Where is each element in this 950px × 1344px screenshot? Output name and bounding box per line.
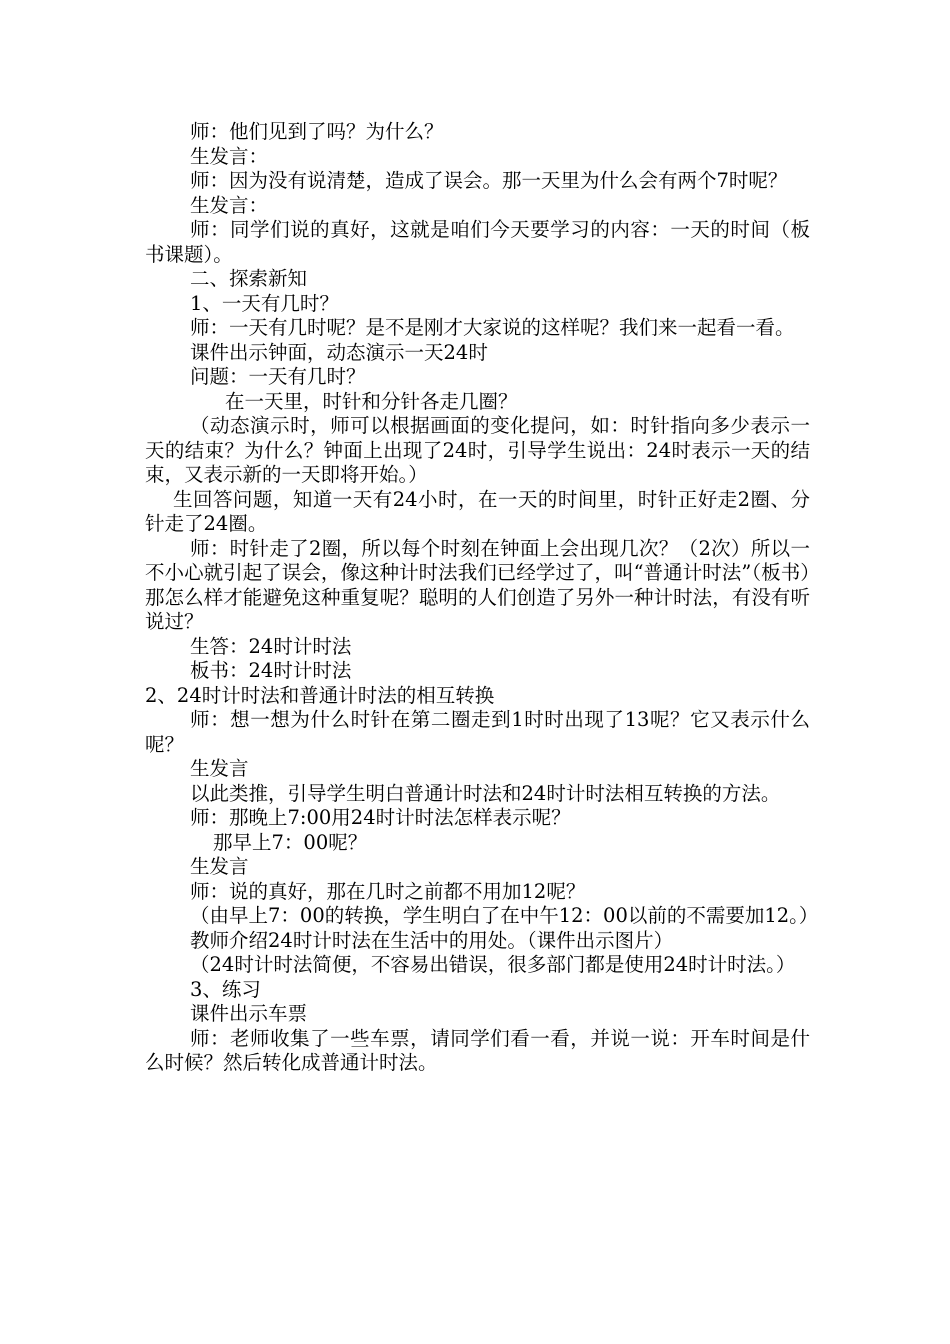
section-heading: 二、探索新知 (190, 267, 308, 290)
paragraph: 师：想一想为什么时针在第二圈走到1时时出现了13呢？它又表示什么呢？ (145, 708, 810, 756)
subsection-heading: 2、24时计时法和普通计时法的相互转换 (145, 683, 495, 707)
paragraph: （24时计时法简便，不容易出错误，很多部门都是使用24时计时法。） (190, 953, 796, 976)
paragraph: 师：时针走了2圈，所以每个时刻在钟面上会出现几次？（2次）所以一不小心就引起了误会，像这种计时法我们已经学过了，叫“普通计时法”（板书）那怎么样才能避免这种重复呢？聪明的人们创造了另外一种计时法，有没有听说过？ (145, 536, 810, 633)
subsection-heading: 3、练习 (190, 977, 261, 1001)
document-body (145, 120, 819, 1076)
paragraph: 在一天里，时针和分针各走几圈？ (225, 389, 518, 413)
paragraph: 师：同学们说的真好，这就是咱们今天要学习的内容：一天的时间（板书课题）。 (145, 218, 810, 266)
paragraph: 问题：一天有几时？ (190, 365, 366, 388)
paragraph: 生答：24时计时法 (190, 634, 352, 658)
paragraph: 课件出示车票 (190, 1002, 308, 1025)
paragraph: （由早上7：00的转换，学生明白了在中午12：00以前的不需要加12。） (190, 904, 819, 927)
paragraph: 师：那晚上7:00用24时计时法怎样表示呢？ (190, 806, 571, 829)
paragraph: 以此类推，引导学生明白普通计时法和24时计时法相互转换的方法。 (190, 781, 781, 805)
paragraph: （动态演示时，师可以根据画面的变化提问，如：时针指向多少表示一天的结束？为什么？钟面上出现了24时，引导学生说出：24时表示一天的结束，又表示新的一天即将开始。） (145, 414, 810, 486)
paragraph: 生发言 (190, 855, 249, 878)
paragraph: 生发言 (190, 757, 249, 780)
paragraph: 生回答问题，知道一天有24小时，在一天的时间里，时针正好走2圈、分针走了24圈。 (145, 487, 810, 535)
paragraph: 生发言： (190, 144, 269, 168)
paragraph: 那早上7：00呢？ (213, 830, 368, 854)
paragraph: 师：老师收集了一些车票，请同学们看一看，并说一说：开车时间是什么时候？然后转化成普通计时法。 (145, 1026, 810, 1074)
paragraph: 板书：24时计时法 (190, 659, 352, 682)
subsection-heading: 1、一天有几时？ (190, 291, 339, 315)
paragraph: 课件出示钟面，动态演示一天24时 (190, 340, 488, 364)
paragraph: 师：他们见到了吗？为什么？ (190, 120, 444, 143)
paragraph: 师：说的真好，那在几时之前都不用加12呢？ (190, 879, 586, 903)
paragraph: 师：一天有几时呢？是不是刚才大家说的这样呢？我们来一起看一看。 (190, 316, 795, 339)
paragraph: 教师介绍24时计时法在生活中的用处。（课件出示图片） (190, 928, 674, 952)
paragraph: 师：因为没有说清楚，造成了误会。那一天里为什么会有两个7时呢？ (190, 169, 788, 192)
paragraph: 生发言： (190, 193, 269, 217)
